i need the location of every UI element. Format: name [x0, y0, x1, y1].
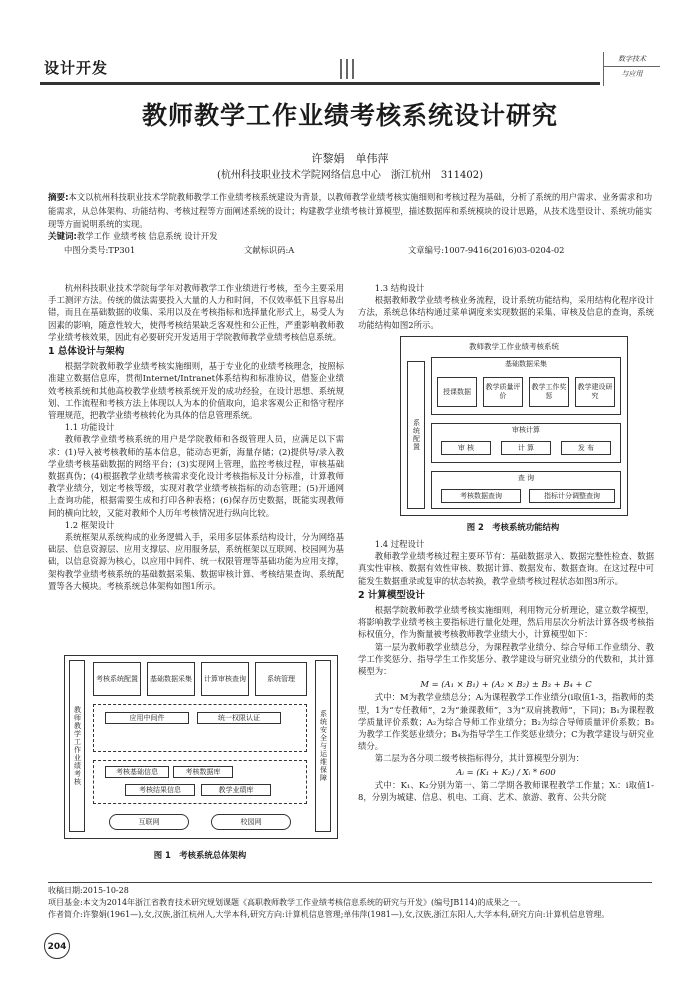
section-1-4-paragraph: 教师教学业绩考核过程主要环节有：基础数据录入、数据完整性检查、数据真实性审核、数据有效性审核、数据计算、数据发布、数据查询。在这过程中可能发生数据重录或复审的状态转换，教学业绩考核过程状态如图3所示。 — [358, 551, 654, 586]
paper-title: 教师教学工作业绩考核系统设计研究 — [141, 101, 558, 130]
fig1-module-2: 基础数据采集 — [147, 662, 195, 696]
fig1-resource-4: 教学业绩库 — [201, 784, 271, 796]
section-1-4-heading: 1.4 过程设计 — [374, 539, 425, 549]
section-2-definitions-2: 式中：K₁、K₂分别为第一、第二学期各教师课程教学工作量；Xᵢ：i取值1-8，分别为城建、信息、机电、工商、艺术、旅游、教育、公共分院 — [358, 779, 654, 803]
keywords-label: 关键词: — [48, 232, 77, 243]
fig2-query-title: 查 询 — [517, 474, 535, 482]
section-2-definitions: 式中：M为教学业绩总分；Aᵢ为课程教学工作业绩分(i取值1-3，指教师的类型，1为“专任教师”，2为“兼课教师”，3为“双肩挑教师”，下同)；B₁为课程教学质量评价系数；A₂为综合导师工作业绩分；B₂为综合导师质量评价系数；B₃为教学工作奖惩业绩分；B₄为指导学生工作奖惩业绩分；C为教学建设与研究业绩分。 — [358, 692, 654, 752]
abstract-label: 摘要: — [48, 193, 69, 203]
figure-1 — [64, 655, 338, 839]
fig2-basic-title: 基础数据采集 — [505, 360, 547, 368]
fig1-module-4: 系统管理 — [255, 662, 307, 696]
article-number: 文章编号:1007-9416(2016)03-0204-02 — [408, 245, 565, 255]
section-1-3-heading: 1.3 结构设计 — [374, 283, 425, 293]
header-rule — [40, 82, 600, 85]
received-date: 收稿日期:2015-10-28 — [48, 886, 129, 895]
section-1-2-heading: 1.2 框架设计 — [64, 519, 115, 530]
fig2-query-item-1: 考核数据查询 — [441, 489, 521, 503]
page-number: 204 — [44, 933, 70, 959]
figure-2 — [400, 336, 628, 516]
logo-bottom-text: 与应用 — [621, 70, 643, 78]
right-column-bottom — [358, 538, 654, 803]
fig2-audit-item-2: 计 算 — [501, 441, 551, 455]
section-2-layer1: 第一层为教师教学业绩总分，为课程教学业绩分、综合导师工作业绩分、教学工作奖惩分、指导学生工作奖惩分、教学建设与研究业绩分的代数和，其计算模型为： — [358, 641, 654, 677]
abstract-text: 本文以杭州科技职业技术学院教师教学工作业绩考核系统建设为背景，以教师教学业绩考核实施细则和考核过程为基础，分析了系统的用户需求、业务需求和功能需求，从总体架构、功能结构、考核过程等方面阐述系统的设计；构建教学业绩考核计算模型，描述数据库和系统模块的设计思路，从技术选型设计、系统功能实现等方面说明系统的实现。 — [48, 192, 652, 229]
running-header — [40, 55, 660, 85]
clc-number: 中图分类号:TP301 — [64, 245, 136, 255]
fig2-basic-item-4: 教学建设研究 — [575, 377, 615, 407]
fund-note: 项目基金:本文为2014年浙江省教育技术研究规划课题《高职教师教学工作业绩考核信息系统的研究与开发》(编号JB114)的成果之一。 — [48, 898, 526, 908]
fig2-basic-item-3: 教学工作奖惩 — [529, 377, 569, 407]
logo-top-text: 数字技术 — [604, 52, 660, 67]
fig2-audit-item-3: 发 布 — [561, 441, 611, 455]
fig1-right-label: 系统安全与运维保障 — [315, 660, 331, 832]
fig1-middleware: 应用中间件 — [105, 712, 189, 724]
document-code: 文献标识码:A — [244, 245, 295, 255]
figure-1-caption: 图 1 考核系统总体架构 — [153, 850, 247, 860]
author-bio: 作者简介:许黎娟(1961—),女,汉族,浙江杭州人,大学本科,研究方向:计算机信息管理;单伟萍(1981—),女,汉族,浙江东阳人,大学本科,研究方向:计算机信息管理。 — [48, 910, 610, 920]
equation-2: Aᵢ = (K₁ + K₂) / Xᵢ * 600 — [456, 766, 556, 777]
affiliation: (杭州科技职业技术学院网络信息中心 浙江杭州 311402) — [217, 170, 483, 181]
fig1-resource-1: 考核基础信息 — [105, 766, 169, 778]
footnotes — [48, 882, 652, 922]
fig1-campus-network: 校园网 — [211, 814, 291, 830]
fig1-internet: 互联网 — [109, 814, 189, 830]
fig1-module-1: 考核系统配置 — [93, 662, 141, 696]
fig2-basic-item-2: 教学质量评价 — [483, 377, 523, 407]
equation-1: M = (A₁ × B₁) + (A₂ × B₂) ± B₃ + B₄ + C — [420, 679, 592, 690]
section-1-1-heading: 1.1 功能设计 — [64, 422, 115, 433]
fig2-audit-title: 审核计算 — [512, 426, 540, 434]
section-1-paragraph: 根据学院教师教学业绩考核实施细则，基于专业化的业绩考核理念，按照标准建立数据信息库，贯彻Internet/Intranet体系结构和标准协议，借鉴企业绩效考核系统和其他高校教学业绩考核系统开发的成功经验，在设计思想、系统规划、工作流程和考核方法上体现以人为本的价值取向，追求客观公正和恪守程序管理规范，把教学业绩考核转化为具体的信息管理系统。 — [48, 361, 344, 421]
fig2-audit-item-1: 审 核 — [441, 441, 491, 455]
fig1-left-label: 教师教学工作业绩考核 — [69, 660, 85, 832]
section-2-layer2: 第二层为各分项二级考核指标得分，其计算模型分别为： — [374, 753, 585, 764]
fig2-query-item-2: 指标计分调整查询 — [529, 489, 615, 503]
section-2-heading: 2 计算模型设计 — [358, 589, 425, 601]
fig2-basic-item-1: 授课数据 — [437, 377, 477, 407]
fig1-resource-3: 考核结果信息 — [125, 784, 195, 796]
abstract — [48, 191, 652, 244]
keywords: 教学工作 业绩考核 信息系统 设计开发 — [76, 231, 218, 242]
fig1-module-3: 计算审核查询 — [201, 662, 249, 696]
header-bars — [340, 59, 358, 83]
fig2-side-config: 系统配置 — [407, 361, 425, 509]
journal-logo — [603, 52, 660, 86]
section-2-paragraph: 根据学院教师教学业绩考核实施细则，利用物元分析理论，建立数学模型，将影响教学业绩考核主要指标进行量化处理，然后用层次分析法计算各级考核指标权值分，作为衡量被考核教师教学业绩大小，计算模型如下： — [358, 605, 654, 640]
authors: 许黎娟 单伟萍 — [311, 152, 389, 165]
section-1-3-paragraph: 根据教师教学业绩考核业务流程，设计系统功能结构，采用结构化程序设计方法，系统总体结构通过菜单调度来实现数据的采集、审核及信息的查询，系统功能结构如图2所示。 — [358, 295, 654, 330]
intro-paragraph: 杭州科技职业技术学院每学年对教师教学工作业绩进行考核，至今主要采用手工测评方法。传统的做法需要投入大量的人力和时间，不仅效率低下且容易出错，而且在基础数据的收集、采用以及在考核指标和选择量化形式上，易受人为因素的影响，随意性较大，使得考核结果缺乏客观性和公正性，严重影响教师教学业绩考核效果，因此有必要研究开发适用于学院教师教学业绩考核信息系统。 — [48, 283, 344, 342]
left-column — [48, 282, 344, 592]
figure-2-caption: 图 2 考核系统功能结构 — [466, 522, 560, 532]
fig1-auth: 统一权限认证 — [197, 712, 281, 724]
section-1-heading: 1 总体设计与架构 — [48, 346, 125, 358]
fig1-resource-2: 考核数据库 — [173, 766, 233, 778]
fig2-title: 教师教学工作业绩考核系统 — [469, 342, 559, 351]
right-column-top — [358, 282, 654, 331]
section-label: 设计开发 — [44, 59, 109, 77]
section-1-1-paragraph: 教师教学业绩考核系统的用户是学院教师和各级管理人员，应满足以下需求：(1)导入被考核教师的基本信息，能动态更新，海量存储；(2)提供导/录入教学业绩考核基础数据的网络平台；(3)实现网上管理，监控考核过程，审核基础数据真伪；(4)根据教学业绩考核需求变化设计考核指标及计分标准，计算教师教学业绩分，划定考核等级，实现对教学业绩考核指标的动态管理；(5)开通网上查询功能，根据需要生成和打印各种表格；(6)保存历史数据，既能实现教师间的横向比较，又能对教师个人历年考核情况进行纵向比较。 — [48, 434, 344, 518]
section-1-2-paragraph: 系统框架从系统构成的业务逻辑入手，采用多层体系结构设计，分为网络基础层、信息资源层、应用支撑层、应用服务层，系统框架以互联网、校园网为基础，以信息资源为核心，以应用中间件、统一权限管理等基础功能为应用支撑，架构教学业绩考核系统的基础数据采集、数据审核计算、考核结果查询、系统配置等各大模块。考核系统总体架构如图1所示。 — [48, 532, 344, 591]
